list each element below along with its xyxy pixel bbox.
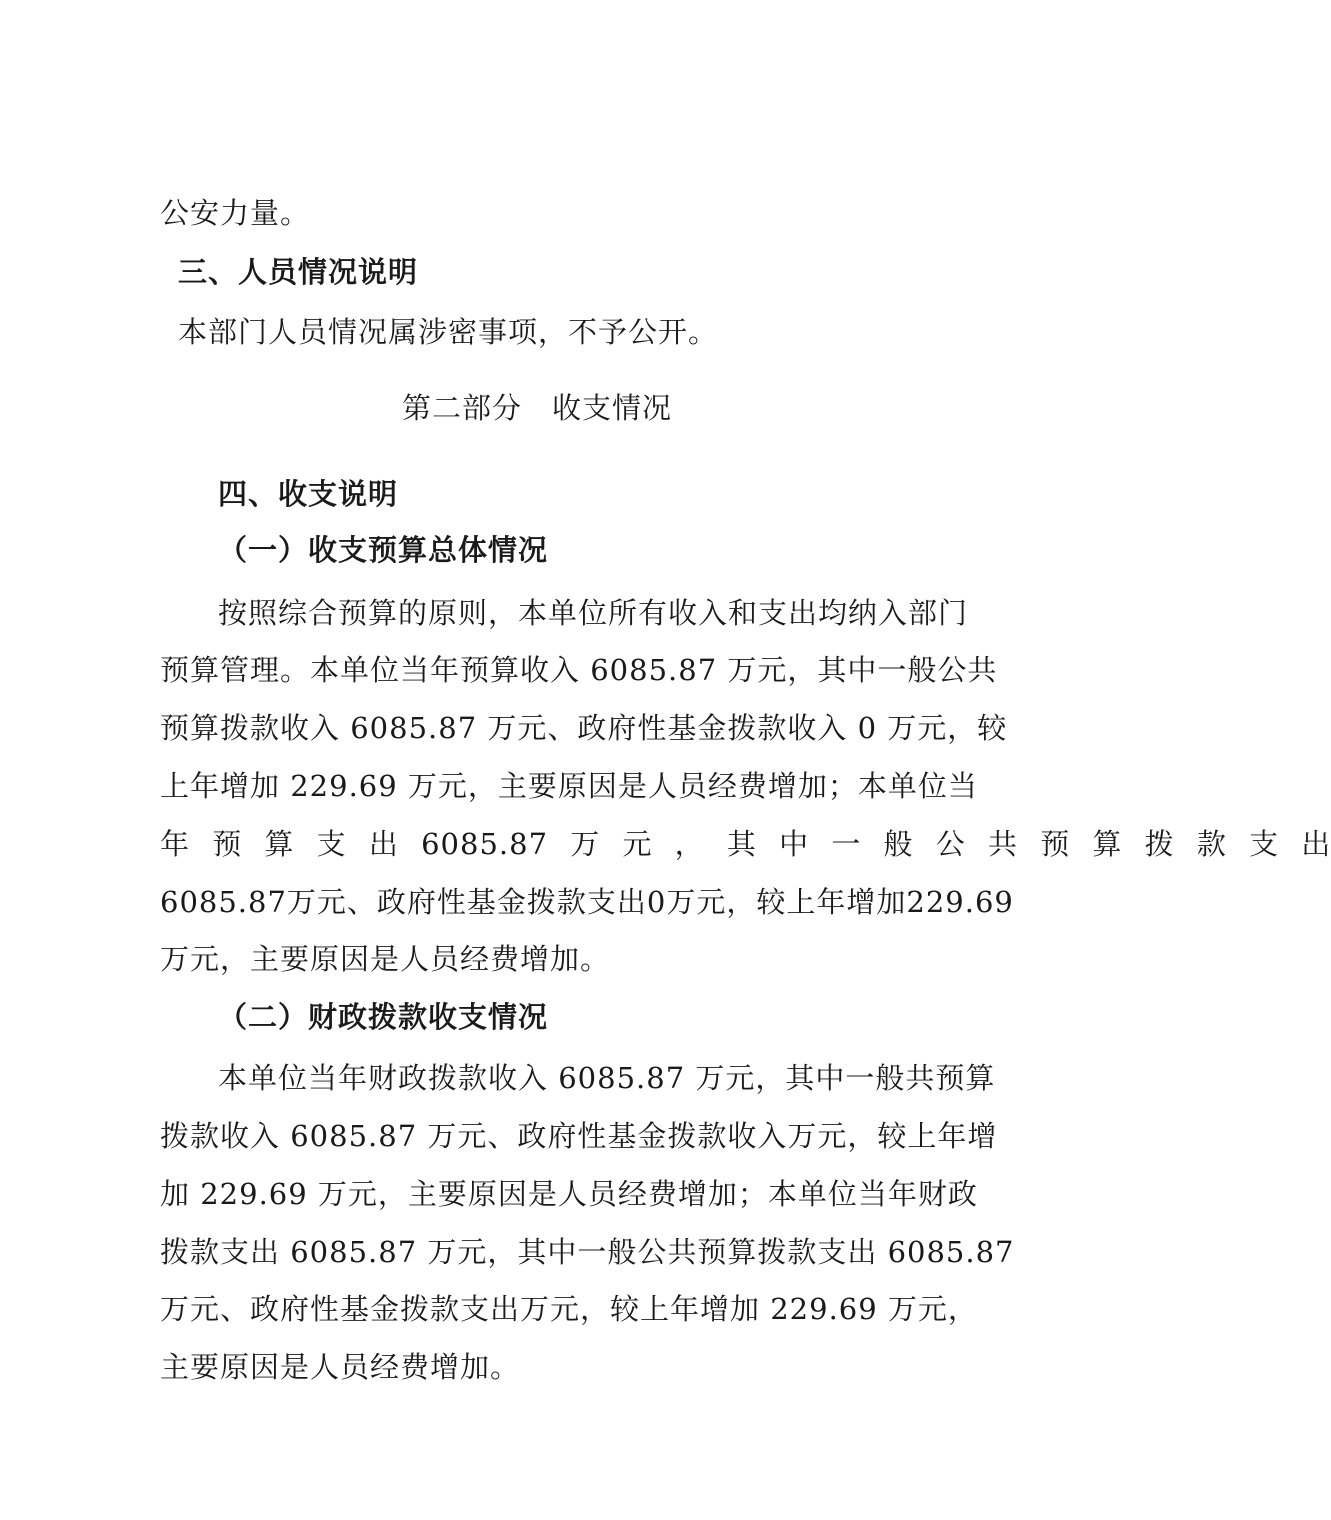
part-title: 第二部分 收支情况 — [401, 391, 672, 425]
paragraph-line: 按照综合预算的原则，本单位所有收入和支出均纳入部门 — [218, 596, 969, 630]
subsection-heading-fiscal-appropriation: （二）财政拨款收支情况 — [218, 1000, 549, 1034]
paragraph-line: 加 229.69 万元，主要原因是人员经费增加；本单位当年财政 — [160, 1177, 978, 1211]
paragraph-line: 本单位当年财政拨款收入 6085.87 万元，其中一般共预算 — [218, 1061, 996, 1095]
paragraph-line: 6085.87万元、政府性基金拨款支出0万元，较上年增加229.69 — [160, 885, 1014, 919]
paragraph-line: 拨款支出 6085.87 万元，其中一般公共预算拨款支出 6085.87 — [160, 1235, 1015, 1269]
subsection-heading-budget-overview: （一）收支预算总体情况 — [218, 533, 549, 567]
paragraph-line: 预算拨款收入 6085.87 万元、政府性基金拨款收入 0 万元，较 — [160, 711, 1008, 745]
section-heading-staff: 三、人员情况说明 — [178, 255, 419, 289]
paragraph-line: 万元、政府性基金拨款支出万元，较上年增加 229.69 万元， — [160, 1292, 978, 1326]
paragraph-line: 预算管理。本单位当年预算收入 6085.87 万元，其中一般公共 — [160, 653, 998, 687]
paragraph-line: 万元，主要原因是人员经费增加。 — [160, 942, 611, 976]
section-heading-income-expense: 四、收支说明 — [218, 477, 399, 511]
previous-paragraph-tail: 公安力量。 — [160, 196, 311, 230]
paragraph-line: 主要原因是人员经费增加。 — [160, 1350, 521, 1384]
staff-paragraph: 本部门人员情况属涉密事项，不予公开。 — [178, 315, 719, 349]
paragraph-line: 拨款收入 6085.87 万元、政府性基金拨款收入万元，较上年增 — [160, 1119, 998, 1153]
paragraph-line: 上年增加 229.69 万元，主要原因是人员经费增加；本单位当 — [160, 769, 978, 803]
paragraph-line: 年 预 算 支 出 6085.87 万 元 ， 其 中 一 般 公 共 预 算 拨 款 支 出 — [160, 827, 1331, 861]
